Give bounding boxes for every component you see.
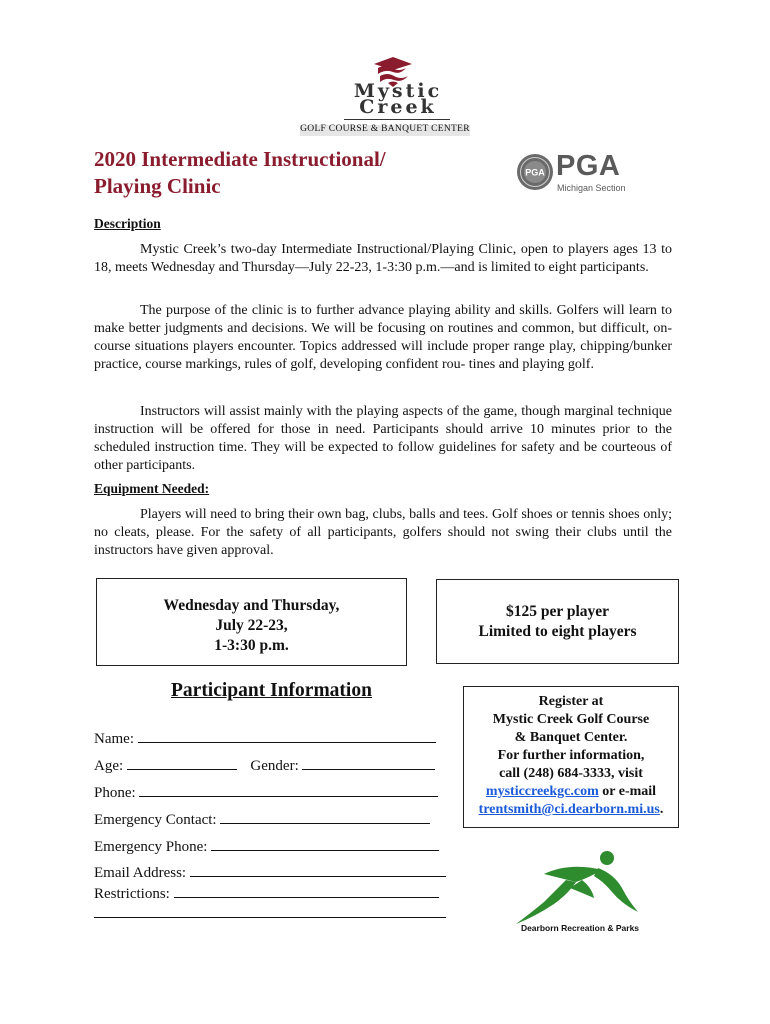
restrictions-field — [94, 883, 439, 903]
price-box — [436, 579, 679, 664]
name-field — [94, 728, 436, 748]
gender-label: Gender: — [250, 758, 299, 774]
register-line-2: Mystic Creek Golf Course — [492, 712, 650, 727]
phone-label: Phone: — [94, 785, 136, 801]
description-heading: Description — [94, 216, 161, 231]
gender-input-line[interactable] — [302, 755, 435, 770]
or-email-text: or e-mail — [598, 784, 657, 799]
price-text: $125 per player — [505, 603, 610, 620]
register-line-1: Register at — [538, 694, 604, 709]
schedule-box — [96, 578, 407, 666]
name-input-line[interactable] — [138, 728, 436, 743]
pga-seal-icon — [516, 153, 554, 191]
emergency-phone-label: Emergency Phone: — [94, 839, 208, 855]
emergency-phone-input-line[interactable] — [211, 836, 439, 851]
register-box — [463, 686, 679, 828]
equipment-paragraph: Players will need to bring their own bag, clubs, balls and tees. Golf shoes or tennis shoes only; no cleats, please. For the safety of all participants, golfers should not swing their clubs until the instructors have given approval. — [94, 507, 672, 558]
title-line-1: 2020 Intermediate Instructional/ — [94, 147, 386, 171]
pga-section-text: Michigan Section — [557, 183, 626, 193]
logo-mystic-text: Mystic — [353, 80, 443, 102]
description-paragraph-1: Mystic Creek’s two-day Intermediate Instructional/Playing Clinic, open to players ages 13 to 18, meets Wednesday and Thursday—July 22-23, 1-3:30 p.m.—and is limited to eight participants. — [94, 242, 672, 275]
dearborn-runner-logo-icon — [510, 848, 650, 928]
age-label: Age: — [94, 758, 124, 774]
restrictions-extra-line[interactable] — [94, 917, 446, 918]
register-line-7 — [464, 801, 678, 819]
email-input-line[interactable] — [190, 862, 446, 877]
participant-info-heading: Participant Information — [171, 680, 372, 701]
pga-logo-text: PGA — [556, 150, 621, 182]
schedule-dates: July 22-23, — [215, 617, 288, 634]
age-input-line[interactable] — [127, 755, 237, 770]
email-label: Email Address: — [94, 865, 187, 881]
register-line-4: For further information, — [497, 748, 645, 763]
description-paragraph-3: Instructors will assist mainly with the playing aspects of the game, though marginal technique instruction will be offered for those in need. Participants should arrive 10 minutes prior to the scheduled instruction time. They will be expected to follow guidelines for safety and be courteous of other participants. — [94, 404, 672, 473]
phone-field — [94, 782, 438, 802]
page-title — [94, 146, 494, 200]
emergency-phone-field — [94, 836, 439, 856]
website-link[interactable]: mysticcreekgc.com — [485, 784, 599, 799]
period-text: . — [659, 802, 664, 817]
logo-creek-text: Creek — [359, 96, 437, 118]
title-line-2: Playing Clinic — [94, 174, 221, 198]
dearborn-caption: Dearborn Recreation & Parks — [520, 923, 640, 933]
emergency-contact-input-line[interactable] — [220, 809, 430, 824]
emergency-contact-label: Emergency Contact: — [94, 812, 217, 828]
age-gender-field — [94, 755, 435, 775]
email-field — [94, 862, 446, 882]
emergency-contact-field — [94, 809, 430, 829]
register-line-3: & Banquet Center. — [514, 730, 628, 745]
restrictions-label: Restrictions: — [94, 886, 170, 902]
restrictions-input-line[interactable] — [174, 883, 439, 898]
logo-tagline: GOLF COURSE & BANQUET CENTER — [300, 124, 470, 134]
pga-seal-text: PGA — [525, 167, 545, 178]
equipment-heading: Equipment Needed: — [94, 481, 210, 496]
schedule-time: 1-3:30 p.m. — [214, 637, 289, 654]
schedule-days: Wednesday and Thursday, — [163, 597, 340, 614]
name-label: Name: — [94, 731, 134, 747]
logo-divider — [344, 119, 450, 120]
register-line-6 — [464, 783, 678, 801]
register-line-5: call (248) 684-3333, visit — [499, 766, 643, 781]
capacity-text: Limited to eight players — [478, 623, 637, 640]
email-link[interactable]: trentsmith@ci.dearborn.mi.us — [478, 802, 660, 817]
phone-input-line[interactable] — [139, 782, 438, 797]
description-paragraph-2: The purpose of the clinic is to further advance playing ability and skills. Golfers will learn to make better judgments and decisions. We will be focusing on routines and common, but difficult, on-course situations players encounter. Topics addressed will include proper range play, chipping/bunker practice, course markings, rules of golf, developing confident rou- tines and playing golf. — [94, 303, 672, 372]
